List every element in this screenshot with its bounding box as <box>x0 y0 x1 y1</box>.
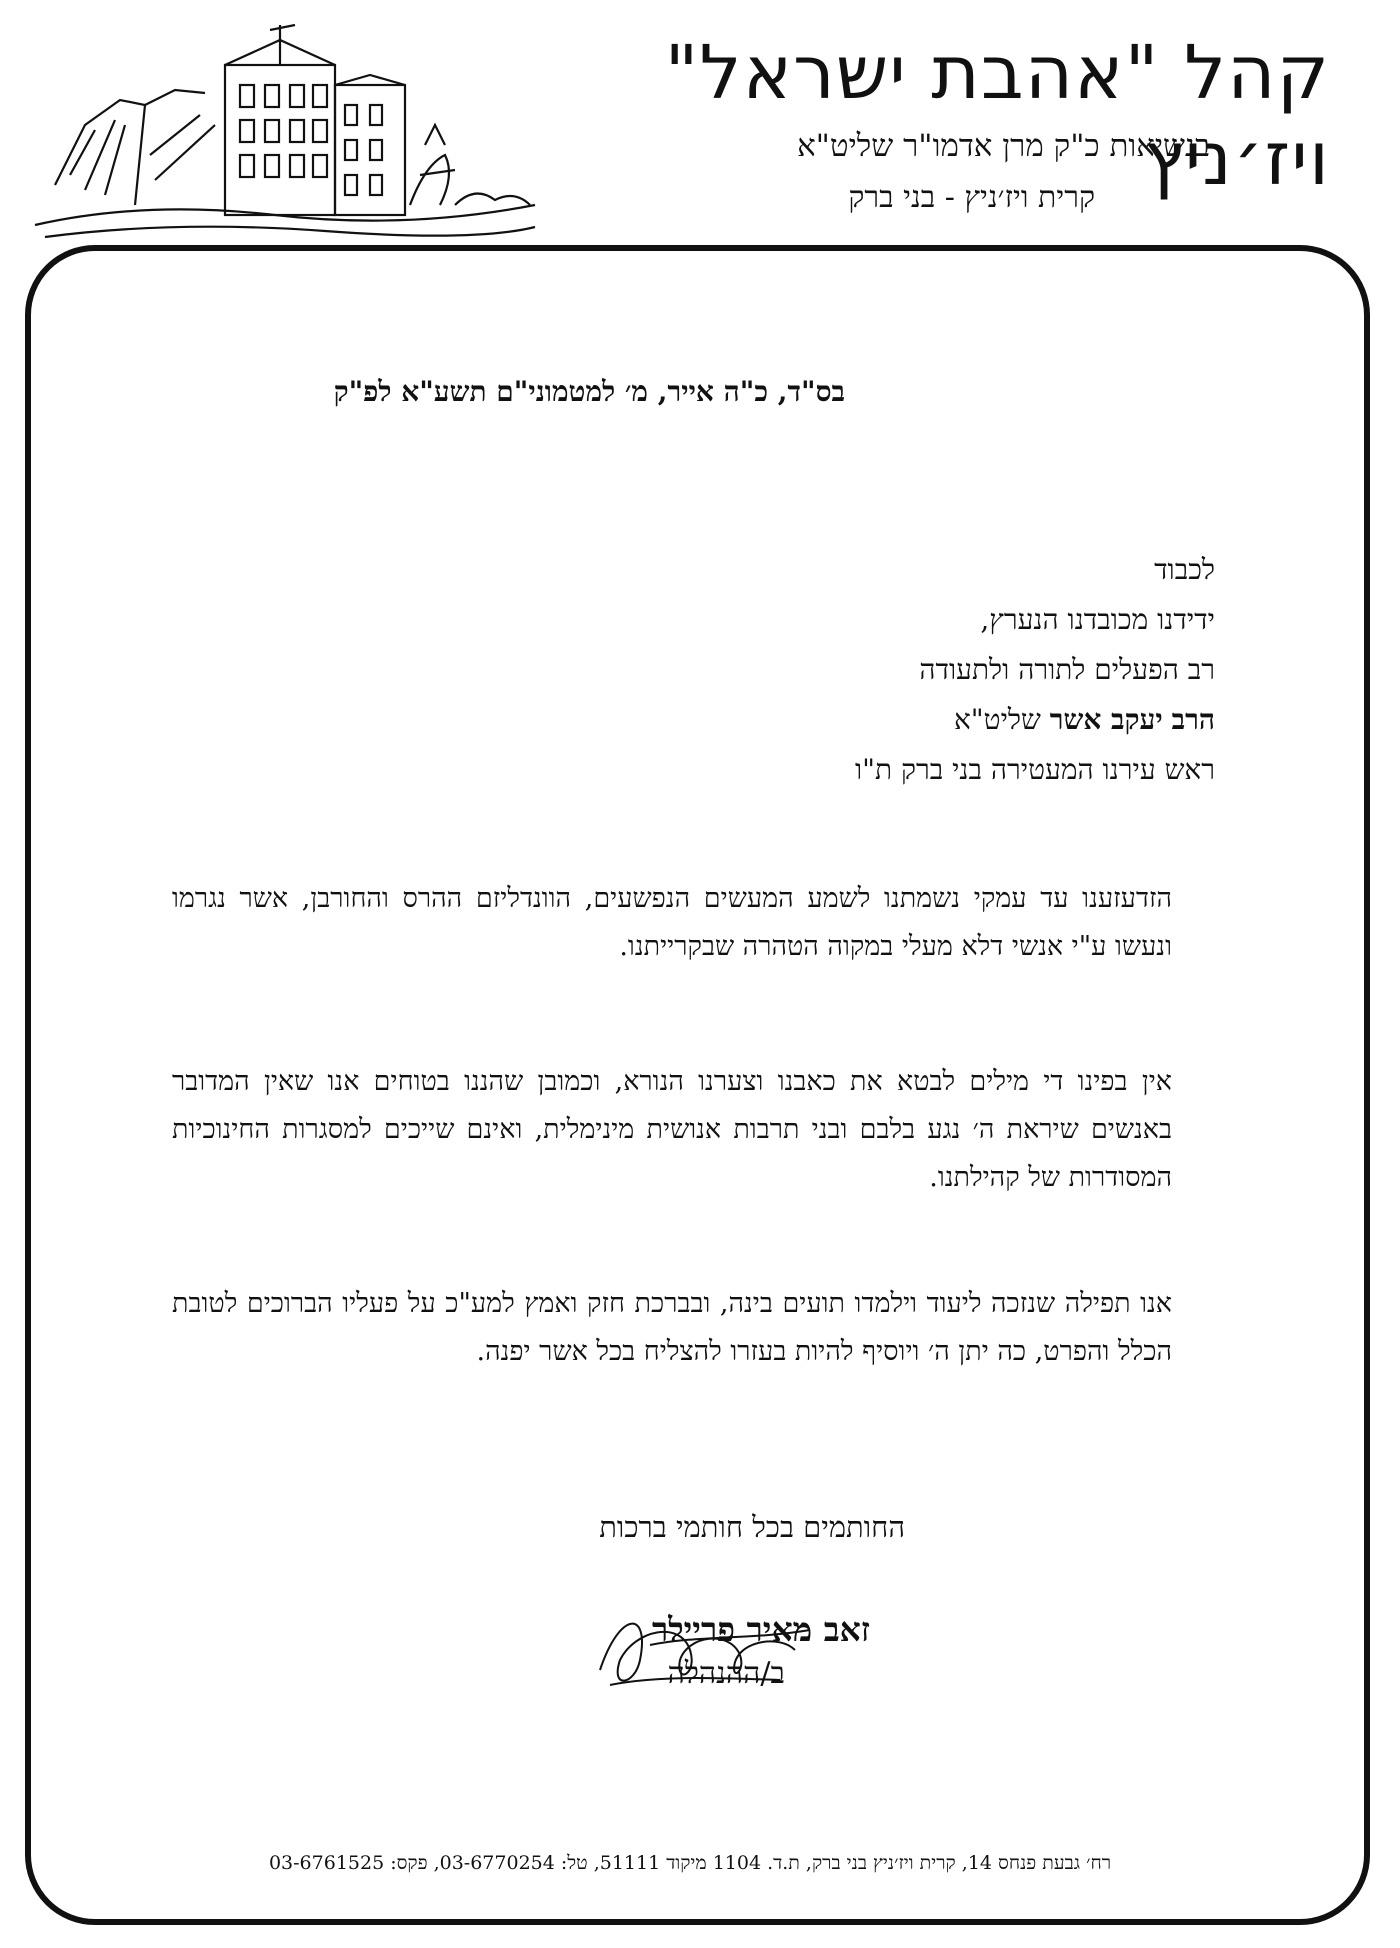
signer-title: ב/ההנהלה <box>667 1656 785 1691</box>
addressee-name-line <box>415 695 1215 745</box>
building-illustration-icon <box>25 5 540 245</box>
addressee-title: הרב <box>1171 703 1215 736</box>
addressee-line: רב הפעלים לתורה ולתעודה <box>919 653 1215 686</box>
addressee-line: ידידנו מכובדנו הנערץ, <box>980 603 1215 636</box>
addressee-name: יעקב אשר <box>1049 703 1163 736</box>
addressee-block <box>415 545 1215 795</box>
organization-subtitle: בנשיאות כ"ק מרן אדמו"ר שליט"א <box>797 128 1210 164</box>
body-paragraph: אין בפינו די מילים לבטא את כאבנו וצערנו הנורא, וכמובן שהננו בטוחים אנו שאין המדובר באנשים שיראת ה׳ נגע בלבם ובני תרבות אנושית מינימלית, ואינם שייכים למסגרות החינוכיות המסודרות של קהילתנו. <box>172 1066 1172 1193</box>
letterhead <box>0 0 1400 240</box>
letter-date: בס"ד, כ"ה אייר, מ׳ למטמוני"ם תשע"א לפ"ק <box>333 375 845 408</box>
closing-line: החותמים בכל חותמי ברכות <box>599 1510 905 1544</box>
organization-location: קרית ויז׳ניץ - בני ברק <box>848 180 1095 215</box>
body-paragraph: אנו תפילה שנזכה ליעוד וילמדו תועים בינה, ובברכת חזק ואמץ למע"כ על פעליו הברוכים לטובת הכלל והפרט, כה יתן ה׳ ויוסיף להיות בעזרו להצליח בכל אשר יפנה. <box>172 1288 1172 1367</box>
footer-contact-info: רח׳ גבעת פנחס 14, קרית ויז׳ניץ בני ברק, ת.ד. 1104 מיקוד 51111, טל: 03-6770254, פקס: 03-6761525 <box>268 1852 1112 1874</box>
organization-title: קהל "אהבת ישראל" ויז׳ניץ <box>664 30 1330 202</box>
signer-name: זאב מאיר פריילר <box>652 1610 870 1649</box>
addressee-line: לכבוד <box>1154 553 1215 586</box>
addressee-honorific: שליט"א <box>953 703 1041 736</box>
addressee-line: ראש עירנו המעטירה בני ברק ת"ו <box>854 753 1215 786</box>
body-paragraph: הזדעזענו עד עמקי נשמתנו לשמע המעשים הנפשעים, הוונדליזם ההרס והחורבן, אשר נגרמו ונעשו ע"י אנשי דלא מעלי במקוה הטהרה שבקרייתנו. <box>172 883 1172 962</box>
